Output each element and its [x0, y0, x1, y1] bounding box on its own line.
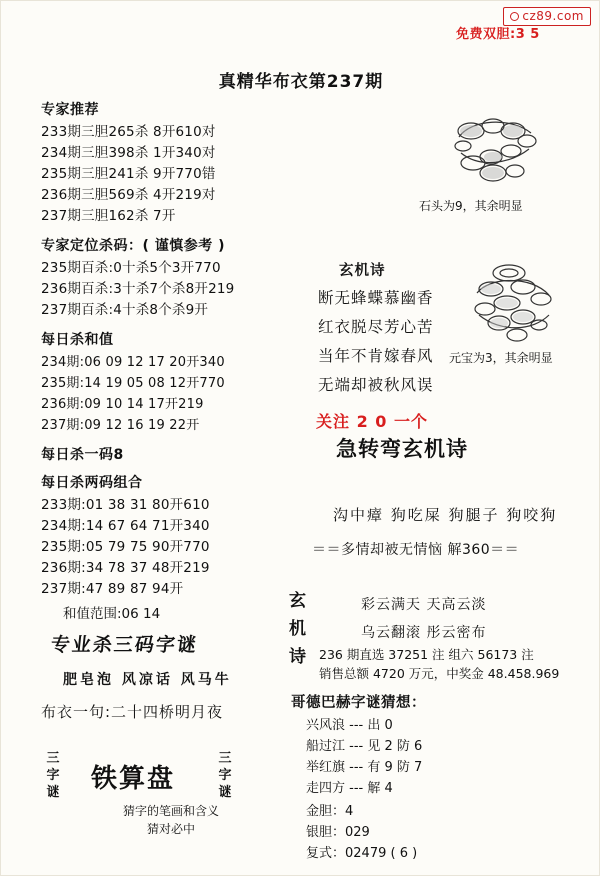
three-char-riddle-left: 三字谜: [46, 751, 60, 800]
sum-range-line: 和值范围:06 14: [63, 606, 161, 622]
riddle-words: 肥皂泡 风凉话 风马牛: [63, 672, 232, 688]
sum-kill-line: 237期:09 12 16 19 22开: [41, 418, 200, 433]
stone-illustration-icon: [441, 113, 551, 197]
sum-kill-heading: 每日杀和值: [41, 332, 114, 348]
sharp-turn-poem-title: 急转弯玄机诗: [336, 437, 468, 461]
kill-code-heading: 专家定位杀码：( 谨慎参考 ): [41, 238, 226, 254]
kill-code-line: 235期百杀:0十杀5个3开770: [41, 260, 221, 276]
expert-line: 237期三胆162杀 7开: [41, 208, 176, 224]
pair-kill-line: 234期:14 67 64 71开340: [41, 518, 210, 534]
page-title: 真精华布衣第237期: [218, 72, 384, 92]
three-char-riddle-right: 三字谜: [218, 751, 232, 800]
goldbach-line: 举红旗 --- 有 9 防 7: [306, 760, 423, 775]
sum-kill-line: 235期:14 19 05 08 12开770: [41, 376, 225, 391]
expert-line: 234期三胆398杀 1开340对: [41, 145, 216, 161]
expert-line: 233期三胆265杀 8开610对: [41, 124, 216, 140]
gold-pick-line: 金胆：4: [306, 804, 354, 819]
couplet-line: 彩云满天 天高云淡: [361, 597, 487, 613]
xuanji-poem-heading: 玄机诗: [339, 263, 386, 279]
pair-kill-line: 236期:34 78 37 48开219: [41, 560, 210, 576]
sales-line-1: 236 期直选 37251 注 组六 56173 注: [319, 647, 534, 662]
poem-line: 无端却被秋风误: [318, 376, 434, 394]
final-picks-list: [306, 801, 417, 864]
ingot-caption: 元宝为3，其余明显: [449, 351, 553, 365]
vertical-char-3: 诗: [289, 647, 306, 667]
abacus-sub-line-2: 猜对必中: [146, 822, 195, 836]
expert-recommend-heading: 专家推荐: [41, 102, 99, 118]
pair-kill-line: 235期:05 79 75 90开770: [41, 539, 210, 555]
sum-kill-line: 234期:06 09 12 17 20开340: [41, 355, 225, 370]
vertical-xuanji-label: [289, 587, 306, 671]
pair-kill-line: 237期:47 89 87 94开: [41, 581, 184, 597]
poem-line: 红衣脱尽芳心苦: [318, 318, 434, 336]
goldbach-line: 兴风浪 --- 出 0: [306, 718, 393, 733]
abacus-subtitle: [81, 802, 261, 838]
kill-code-line: 237期百杀:4十杀8个杀9开: [41, 302, 209, 318]
vertical-char-1: 玄: [289, 591, 306, 611]
kill-code-line: 236期百杀:3十杀7个杀8开219: [41, 281, 235, 297]
goldbach-line: 走四方 --- 解 4: [306, 781, 393, 796]
xuanji-poem: [318, 284, 434, 400]
expert-line: 236期三胆569杀 4开219对: [41, 187, 216, 203]
poem-line: 断无蜂蝶慕幽香: [318, 289, 434, 307]
pair-kill-heading: 每日杀两码组合: [41, 475, 143, 491]
focus-number-line: 关注 2 0 一个: [316, 412, 428, 431]
expert-line: 235期三胆241杀 9开770错: [41, 166, 216, 182]
solution-line: ＝＝多情却被无情恼 解360＝＝: [312, 542, 520, 558]
cloud-couplets: [361, 591, 486, 647]
single-kill-heading: 每日杀一码8: [41, 447, 124, 463]
combination-line: 复式：02479 ( 6 ): [306, 846, 418, 861]
kill-three-code-riddle-title: 专业杀三码字谜: [49, 634, 200, 656]
vertical-char-2: 机: [289, 619, 306, 639]
goldbach-line: 船过江 --- 见 2 防 6: [306, 739, 423, 754]
abacus-title: 铁算盘: [91, 764, 176, 794]
abacus-sub-line-1: 猜字的笔画和含义: [122, 804, 219, 818]
sum-kill-line: 236期:09 10 14 17开219: [41, 397, 204, 412]
dog-phrase-line: 沟中瘴 狗吃屎 狗腿子 狗咬狗: [333, 506, 558, 524]
left-column: [41, 91, 291, 722]
pair-kill-line: 233期:01 38 31 80开610: [41, 497, 210, 513]
poem-line: 当年不肯嫁春风: [318, 347, 434, 365]
goldbach-riddle-heading: 哥德巴赫字谜猜想：: [291, 695, 426, 711]
site-stamp-label: cz89.com: [522, 9, 584, 23]
free-pick-note: 免费双胆:3 5: [456, 27, 540, 42]
sales-line-2: 销售总额 4720 万元，中奖金 48.458.969: [319, 666, 560, 681]
abacus-block: [39, 736, 279, 856]
silver-pick-line: 银胆：029: [306, 825, 370, 840]
couplet-line: 乌云翻滚 彤云密布: [361, 625, 487, 641]
stone-caption: 石头为9，其余明显: [419, 199, 523, 213]
sales-statistics: [319, 645, 559, 683]
goldbach-riddle-list: [306, 715, 422, 799]
buyi-sentence: 布衣一句:二十四桥明月夜: [41, 703, 224, 721]
stamp-dot-icon: [510, 12, 519, 21]
ingot-illustration-icon: [461, 259, 571, 358]
